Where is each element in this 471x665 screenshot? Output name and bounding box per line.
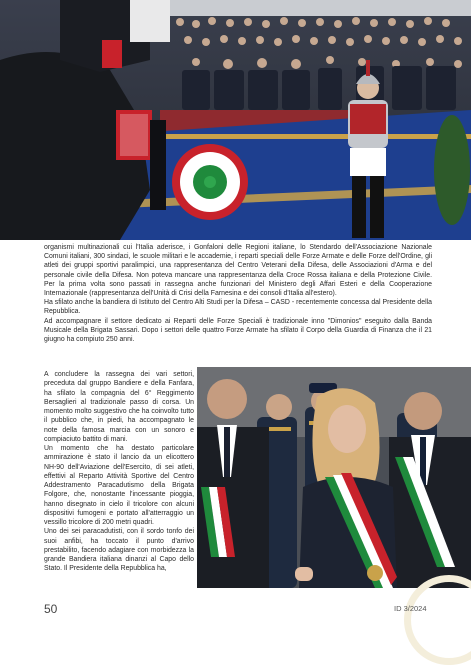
article-body-column xyxy=(44,370,194,574)
article-paragraph: A concludere la rassegna dei vari settori, preceduta dal gruppo Bandiere e della Fanfara, ha sfilato la compagnia del 6° Reggimento Bersaglieri al tradizionale passo di corsa. Un momento molto suggestivo che ha coinvolto tutto il pubblico che, in piedi, ha accompagnato le note della famosa marcia con un sonoro e compiaciuto battito di mani. xyxy=(44,371,194,443)
ceremony-photo-illustration xyxy=(0,0,471,240)
page-number: 50 xyxy=(44,602,58,616)
officials-photo-illustration xyxy=(197,367,471,588)
article-body-top xyxy=(44,243,432,344)
article-paragraph: Ad accompagnare il settore dedicato ai Reparti delle Forze Speciali è tradizionale inno "Dimonios" eseguito dalla Banda Musicale della Brigata Sassari. Dopo i settori delle quattro Forze Armate ha sfilato il Corpo della Guardia di Finanza che il 21 giugno ha compiuto 250 anni. xyxy=(44,317,432,344)
article-paragraph: Un momento che ha destato particolare ammirazione è stato il lancio da un elicottero NH-90 dell'Aviazione dell'Esercito, di sei atleti, effettivi al Reparto Attività Sportive del Centro Addestramento Paracadutismo della Brigata Folgore, che, nonostante l'incessante pioggia, hanno disegnato in cielo il tricolore con alcuni dispositivi fumogeni e portato all'atterraggio un vessillo tricolore di 200 metri quadri. xyxy=(44,445,194,526)
issue-label: ID 3/2024 xyxy=(394,604,427,613)
article-paragraph: Uno dei sei paracadutisti, con il sordo tonfo dei suoi anfibi, ha toccato il punto d'arrivo prestabilito, facendo adagiare con morbidezza la grande Bandiera italiana dinanzi al Capo dello Stato. Il Presidente della Repubblica ha, xyxy=(44,528,194,573)
decorative-ring xyxy=(404,575,471,665)
article-paragraph: Ha sfilato anche la bandiera di Istituto del Centro Alti Studi per la Difesa – CASD - recentemente concessa dal Presidente della Repubblica. xyxy=(44,299,432,316)
article-paragraph: organismi multinazionali cui l'Italia aderisce, i Gonfaloni delle Regioni italiane, lo Stendardo dell'Associazione Nazionale Comuni italiani, 300 sindaci, le scuole militari e le accademie, i reparti speciali delle Forze Armate e delle Forze dell'Ordine, gli atleti dei gruppi sportivi paralimpici, una rappresentanza del Centro Veterani della Difesa, delle Associazioni d'Arma e del personale civile della Difesa. Non poteva mancare una rappresentanza della Croce Rossa italiana e della Protezione Civile. Per la prima volta sono passati in rassegna anche funzionari del Ministero degli Affari Esteri e della Cooperazione Internazionale (rappresentanza dell'Unità di Crisi della Farnesina e dei consoli d'Italia all'estero). xyxy=(44,244,432,298)
officials-photo xyxy=(197,367,471,588)
ceremony-photo xyxy=(0,0,471,240)
